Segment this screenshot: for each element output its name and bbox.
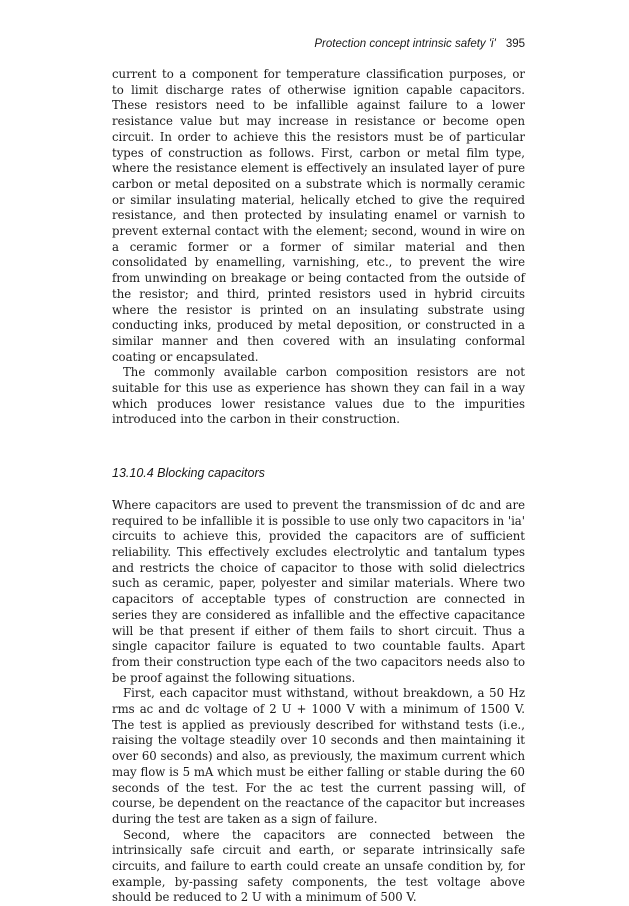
page-body: [112, 67, 525, 906]
section-heading: 13.10.4 Blocking capacitors: [112, 466, 265, 481]
body-paragraph: The commonly available carbon composition resistors are not suitable for this use as experience has shown they can fail in a way which produces lower resistance values due to the impurities introduced into the carbon in their construction.: [112, 365, 525, 427]
running-header-title: Protection concept intrinsic safety 'i': [314, 38, 496, 50]
body-paragraph: First, each capacitor must withstand, without breakdown, a 50 Hz rms ac and dc voltage of 2 U + 1000 V with a minimum of 1500 V. The test is applied as previously described for withstand tests (i.e., raising the voltage steadily over 10 seconds and then maintaining it over 60 seconds) and also, as previously, the maximum current which may flow is 5 mA which must be either falling or stable during the 60 seconds of the test. For the ac test the current passing will, of course, be dependent on the reactance of the capacitor but increases during the test are taken as a sign of failure.: [112, 686, 525, 826]
body-paragraph: Where capacitors are used to prevent the transmission of dc and are required to be infallible it is possible to use only two capacitors in 'ia' circuits to achieve this, provided the capacitors are of sufficient reliability. This effectively excludes electrolytic and tantalum types and restricts the choice of capacitor to those with solid dielectrics such as ceramic, paper, polyester and similar materials. Where two capacitors of acceptable types of construction are connected in series they are considered as infallible and the effective capacitance will be that present if either of them fails to short circuit. Thus a single capacitor failure is equated to two countable faults. Apart from their construction type each of the two capacitors needs also to be proof against the following situations.: [112, 497, 525, 685]
body-paragraph: current to a component for temperature classification purposes, or to limit discharge rates of otherwise ignition capable capacitors. These resistors need to be infallible against failure to a lower resistance value but may increase in resistance or become open circuit. In order to achieve this the resistors must be of particular types of construction as follows. First, carbon or metal film type, where the resistance element is effectively an insulated layer of pure carbon or metal deposited on a substrate which is normally ceramic or similar insulating material, helically etched to give the required resistance, and then protected by insulating enamel or varnish to prevent external contact with the element; second, wound in wire on a ceramic former or a former of similar material and then consolidated by enamelling, varnishing, etc., to prevent the wire from unwinding on breakage or being contacted from the outside of the resistor; and third, printed resistors used in hybrid circuits where the resistor is printed on an insulating substrate using conducting inks, produced by metal deposition, or constructed in a similar manner and then covered with an insulating conformal coating or encapsulated.: [112, 67, 525, 364]
running-header: [112, 38, 525, 50]
body-paragraph: Second, where the capacitors are connected between the intrinsically safe circuit and earth, or separate intrinsically safe circuits, and failure to earth could create an unsafe condition by, for example, by-passing safety components, the test voltage above should be reduced to 2 U with a minimum of 500 V.: [112, 827, 525, 905]
page-number: 395: [505, 38, 525, 50]
